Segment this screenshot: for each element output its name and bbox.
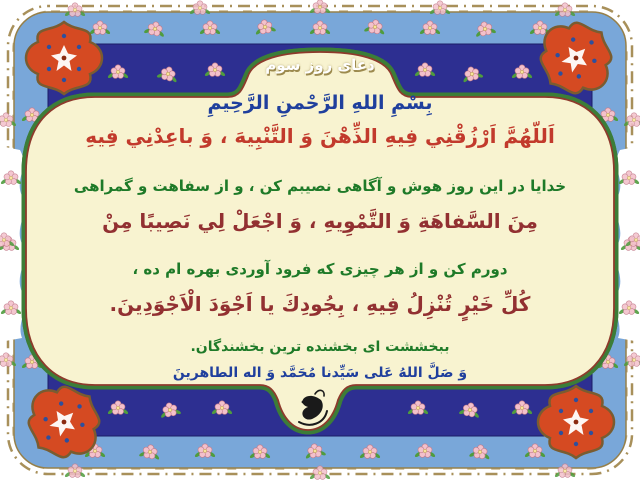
persian-translation-line-1: خدایا در این روز هوش و آگاهی نصیبم کن ، و از سفاهت و گمراهی — [73, 177, 567, 195]
basmala-line: بِسْمِ اللهِ الرَّحْمنِ الرَّحِيمِ — [207, 92, 433, 114]
page-title: دعای روز سوم — [265, 56, 375, 74]
arabic-prayer-line-1: اَللّهُمَّ اَرْزُقْنِي فِيهِ الذِّهْنَ وَ التَّنْبِيهَ ، وَ باعِدْنِي فِيهِ — [85, 124, 555, 148]
salawat-line: وَ صَلَّ اللهُ عَلی سَیِّدنا مُحَمَّد وَ اله الطاهرینَ — [172, 365, 468, 381]
arabic-prayer-line-3: كُلِّ خَيْرٍ تُنْزِلُ فِيهِ ، بِجُودِكَ يا اَجْوَدَ الْاَجْوَدِينَ. — [109, 292, 531, 316]
persian-translation-line-2: دورم کن و از هر چیزی که فرود آوردی بهره ام ده ، — [132, 260, 508, 278]
arabic-prayer-line-2: مِنَ السَّفاهَةِ وَ التَّمْوِيهِ ، وَ اجْعَلْ لِي نَصِيبًا مِنْ — [102, 209, 538, 233]
persian-translation-line-3: ببخششت ای بخشنده ترین بخشندگان. — [190, 339, 450, 355]
cream-panel — [26, 52, 614, 430]
